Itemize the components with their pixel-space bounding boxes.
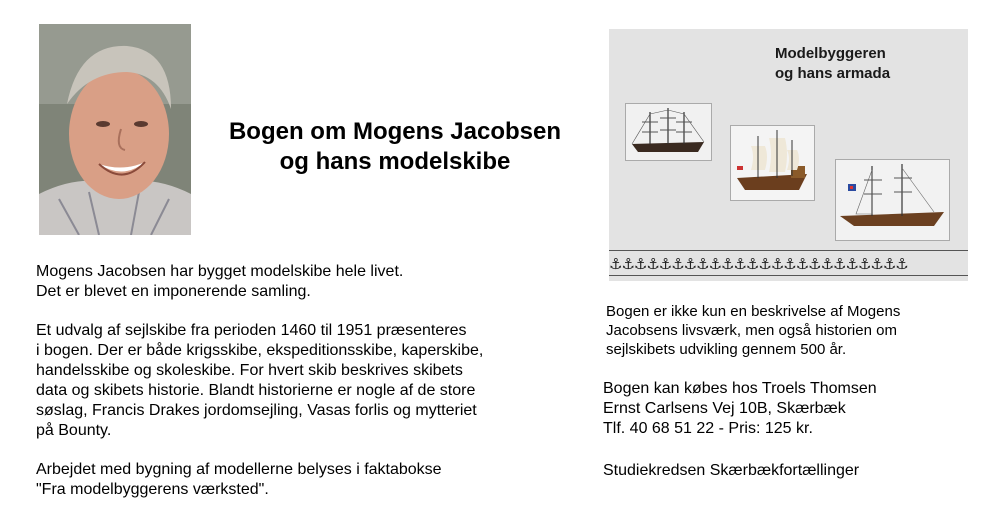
portrait-photo: [39, 24, 191, 235]
purchase-info: [603, 379, 923, 439]
cover-title-line-1: Modelbyggeren: [775, 45, 886, 62]
selection-line: data og skibets historie. Blandt historierne er nogle af de store: [36, 382, 476, 399]
book-cover: [609, 29, 968, 281]
cover-title: [775, 44, 890, 84]
ship-image-1: [625, 103, 712, 161]
selection-line: handelsskibe og skoleskibe. For hvert skib beskrives skibets: [36, 362, 463, 379]
anchor-border-bottom: [609, 275, 968, 276]
selection-line: på Bounty.: [36, 422, 112, 439]
anchor-border-top: [609, 250, 968, 251]
purchase-line: Bogen kan købes hos Troels Thomsen: [603, 380, 877, 397]
title-line-2: og hans modelskibe: [279, 148, 511, 175]
ship-image-3: [835, 159, 950, 241]
description-line: Jacobsens livsværk, men også historien om: [606, 322, 897, 339]
selection-line: søslag, Francis Drakes jordomsejling, Vasas forlis og mytteriet: [36, 402, 477, 419]
description-line: sejlskibets udvikling gennem 500 år.: [606, 341, 847, 358]
ship-image-2: [730, 125, 815, 201]
selection-line: Et udvalg af sejlskibe fra perioden 1460 til 1951 præsenteres: [36, 322, 467, 339]
title-line-1: Bogen om Mogens Jacobsen: [228, 118, 562, 145]
purchase-line: Ernst Carlsens Vej 10B, Skærbæk: [603, 400, 846, 417]
intro-line: Det er blevet en imponerende samling.: [36, 283, 311, 300]
selection-line: i bogen. Der er både krigsskibe, ekspeditionsskibe, kaperskibe,: [36, 342, 484, 359]
description-paragraph: [606, 302, 966, 359]
purchase-line: Tlf. 40 68 51 22 - Pris: 125 kr.: [603, 420, 813, 437]
footer-line: Studiekredsen Skærbækfortællinger: [603, 462, 860, 479]
selection-paragraph: [36, 321, 556, 441]
page-title: [200, 117, 590, 177]
intro-line: Mogens Jacobsen har bygget modelskibe hele livet.: [36, 263, 404, 280]
workshop-line: "Fra modelbyggerens værksted".: [36, 481, 269, 498]
footer-credit: [603, 461, 923, 481]
anchor-border: ⚓⚓⚓⚓⚓⚓⚓⚓⚓⚓⚓⚓⚓⚓⚓⚓⚓⚓⚓⚓⚓⚓⚓⚓: [609, 255, 908, 273]
workshop-line: Arbejdet med bygning af modellerne belyses i faktabokse: [36, 461, 442, 478]
intro-paragraph: [36, 262, 556, 302]
description-line: Bogen er ikke kun en beskrivelse af Mogens: [606, 303, 901, 320]
workshop-paragraph: [36, 460, 556, 500]
cover-title-line-2: og hans armada: [775, 65, 891, 82]
